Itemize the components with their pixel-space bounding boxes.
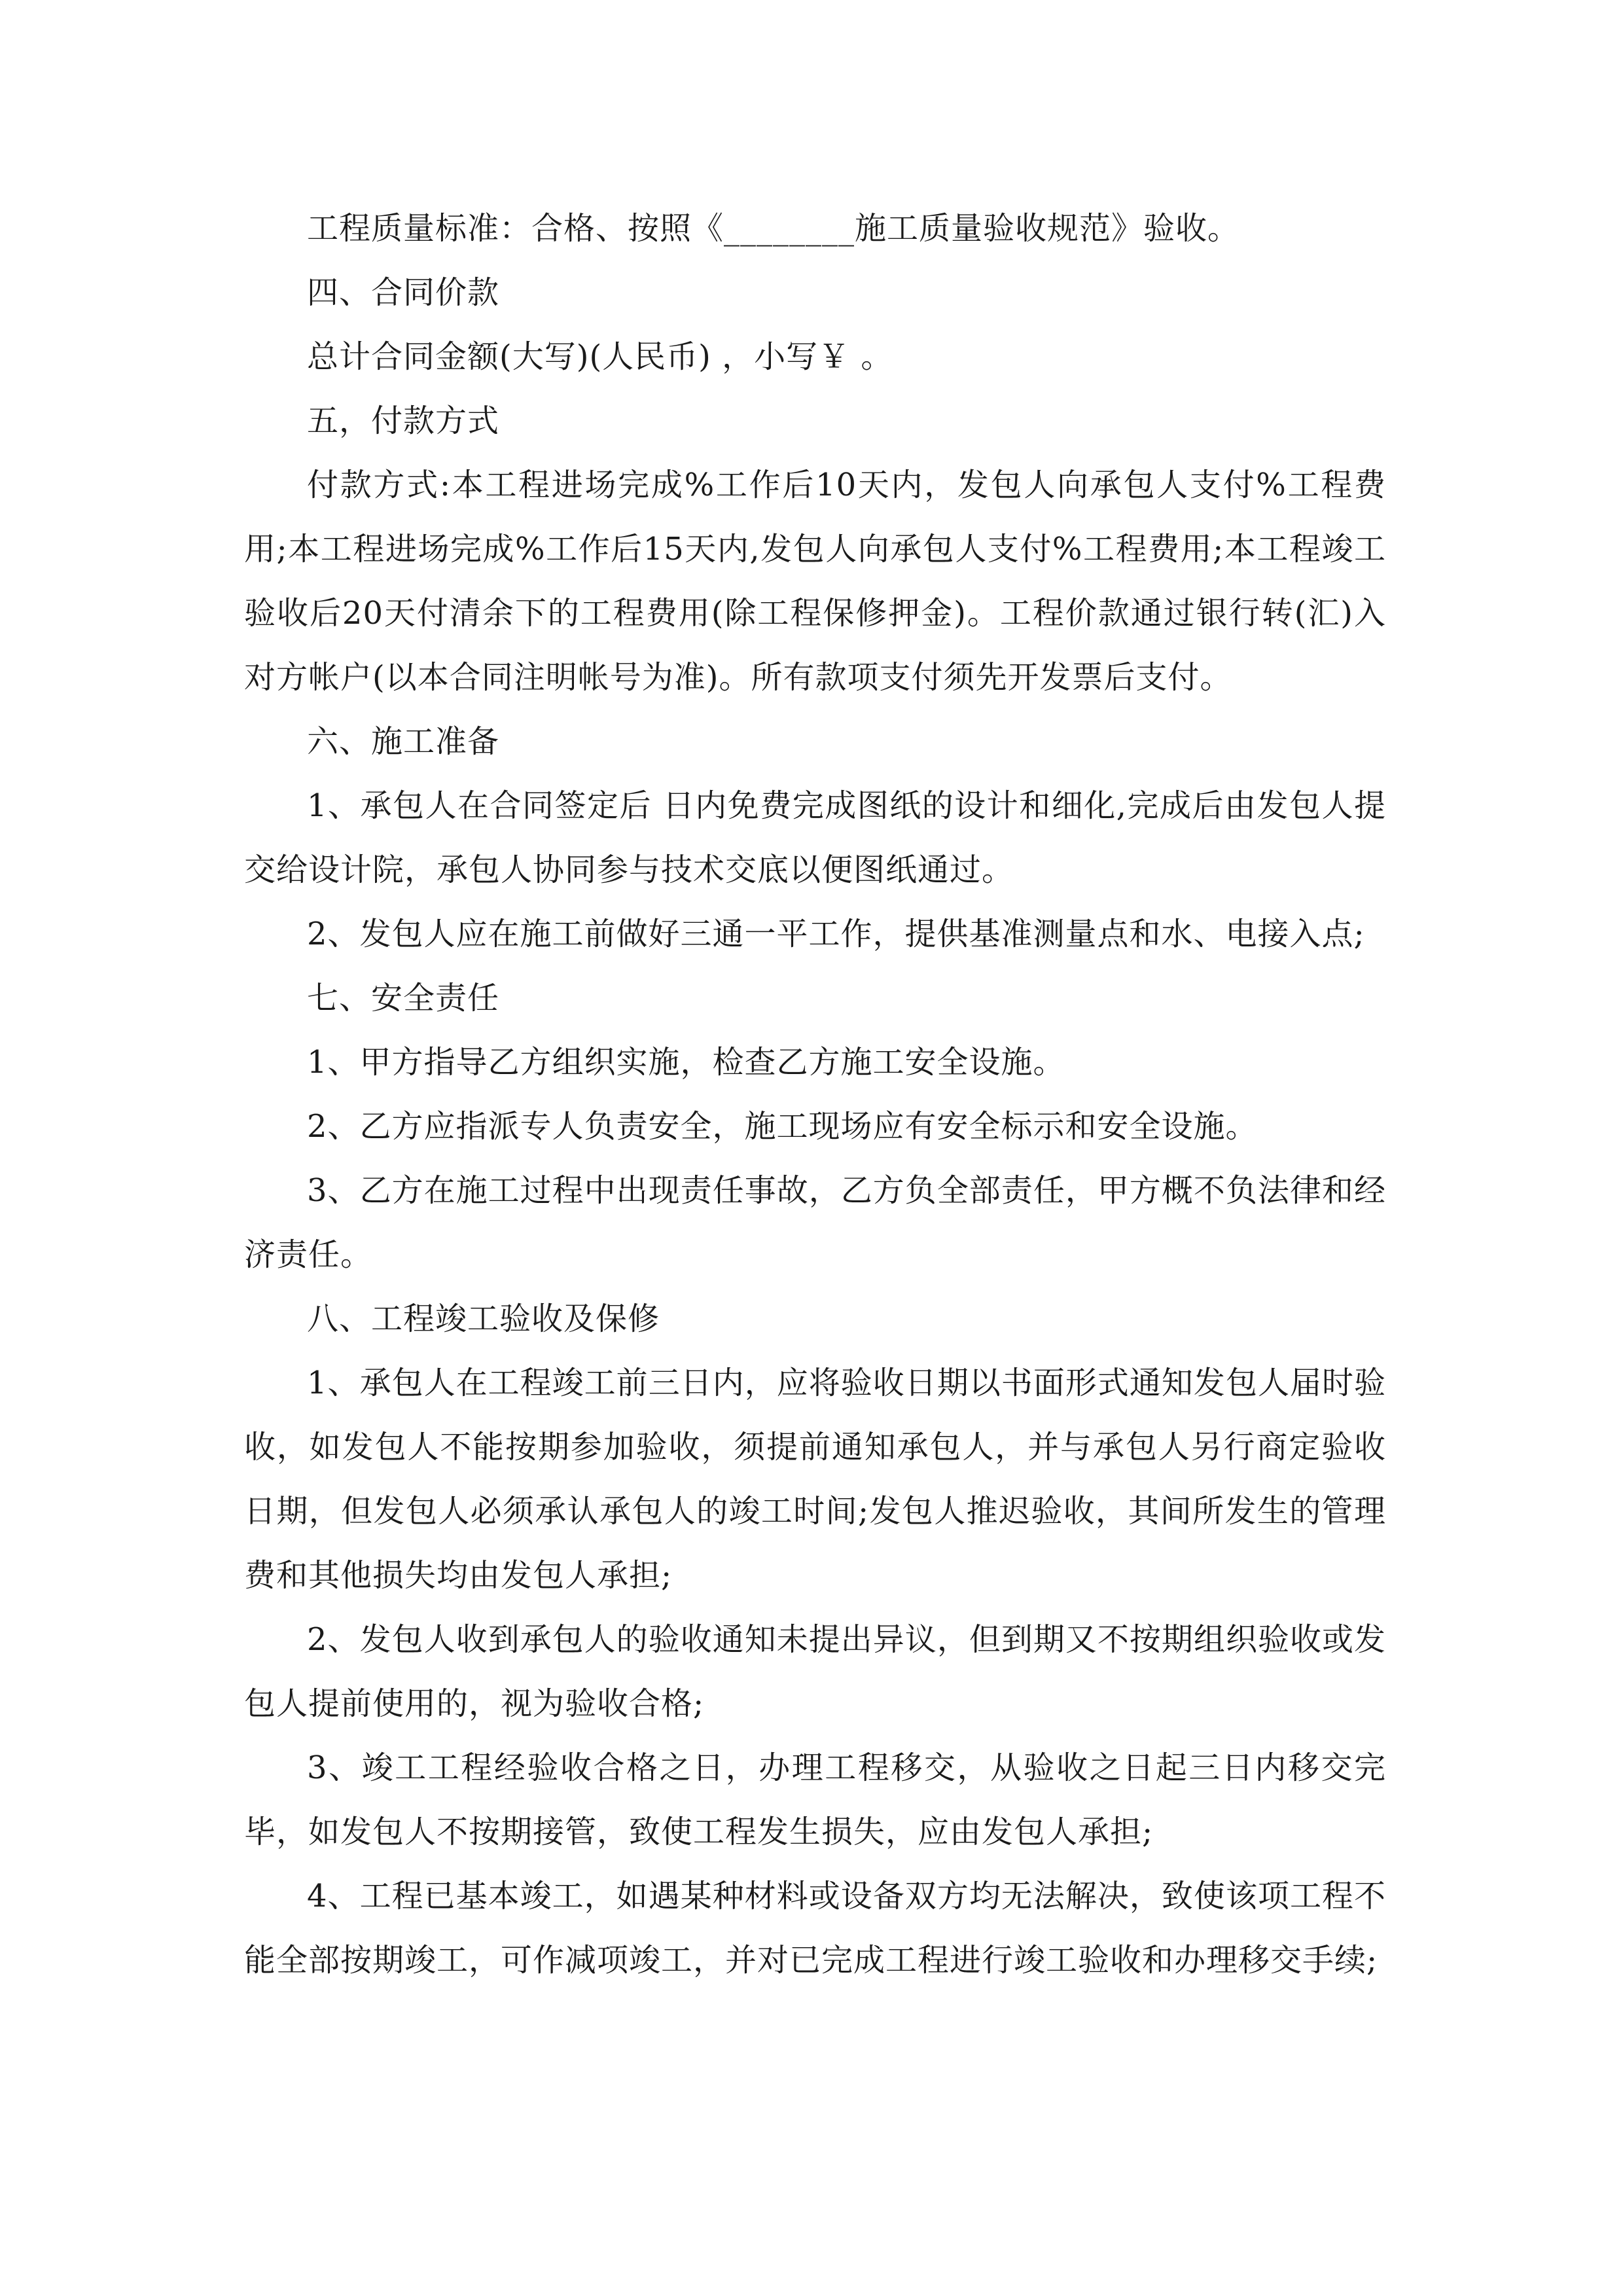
document-body [244, 196, 1386, 1992]
section-heading-payment: 五，付款方式 [307, 403, 500, 439]
section-heading-safety: 七、安全责任 [307, 980, 500, 1016]
preparation-item-2: 2、发包人应在施工前做好三通一平工作，提供基准测量点和水、电接入点; [307, 916, 1365, 952]
acceptance-item-2: 2、发包人收到承包人的验收通知未提出异议，但到期又不按期组织验收或发包人提前使用的，视为验收合格; [244, 1621, 1386, 1722]
safety-item-3: 3、乙方在施工过程中出现责任事故，乙方负全部责任，甲方概不负法律和经济责任。 [244, 1172, 1386, 1273]
contract-amount-text: 总计合同金额(大写)(人民币) ，小写￥ 。 [307, 338, 893, 375]
section-heading-contract-price: 四、合同价款 [307, 274, 500, 311]
payment-terms-text: 付款方式:本工程进场完成%工作后10天内，发包人向承包人支付%工程费用;本工程进场完成%工作后15天内,发包人向承包人支付%工程费用;本工程竣工验收后20天付清余下的工程费用(除工程保修押金)。工程价款通过银行转(汇)入对方帐户(以本合同注明帐号为准)。所有款项支付须先开发票后支付。 [244, 467, 1386, 696]
acceptance-item-1: 1、承包人在工程竣工前三日内，应将验收日期以书面形式通知发包人届时验收，如发包人不能按期参加验收，须提前通知承包人，并与承包人另行商定验收日期，但发包人必须承认承包人的竣工时间;发包人推迟验收，其间所发生的管理费和其他损失均由发包人承担; [244, 1365, 1386, 1594]
acceptance-item-4: 4、工程已基本竣工，如遇某种材料或设备双方均无法解决，致使该项工程不能全部按期竣工，可作减项竣工，并对已完成工程进行竣工验收和办理移交手续; [244, 1878, 1386, 1979]
acceptance-item-3: 3、竣工工程经验收合格之日，办理工程移交，从验收之日起三日内移交完毕，如发包人不按期接管，致使工程发生损失，应由发包人承担; [244, 1749, 1386, 1850]
safety-item-2: 2、乙方应指派专人负责安全，施工现场应有安全标示和安全设施。 [307, 1108, 1258, 1145]
safety-item-1: 1、甲方指导乙方组织实施，检查乙方施工安全设施。 [307, 1044, 1065, 1081]
section-heading-preparation: 六、施工准备 [307, 723, 500, 760]
quality-standard-text: 工程质量标准：合格、按照《________施工质量验收规范》验收。 [307, 210, 1240, 247]
preparation-item-1: 1、承包人在合同签定后 日内免费完成图纸的设计和细化,完成后由发包人提交给设计院，承包人协同参与技术交底以便图纸通过。 [244, 787, 1386, 888]
section-heading-acceptance: 八、工程竣工验收及保修 [307, 1300, 660, 1337]
